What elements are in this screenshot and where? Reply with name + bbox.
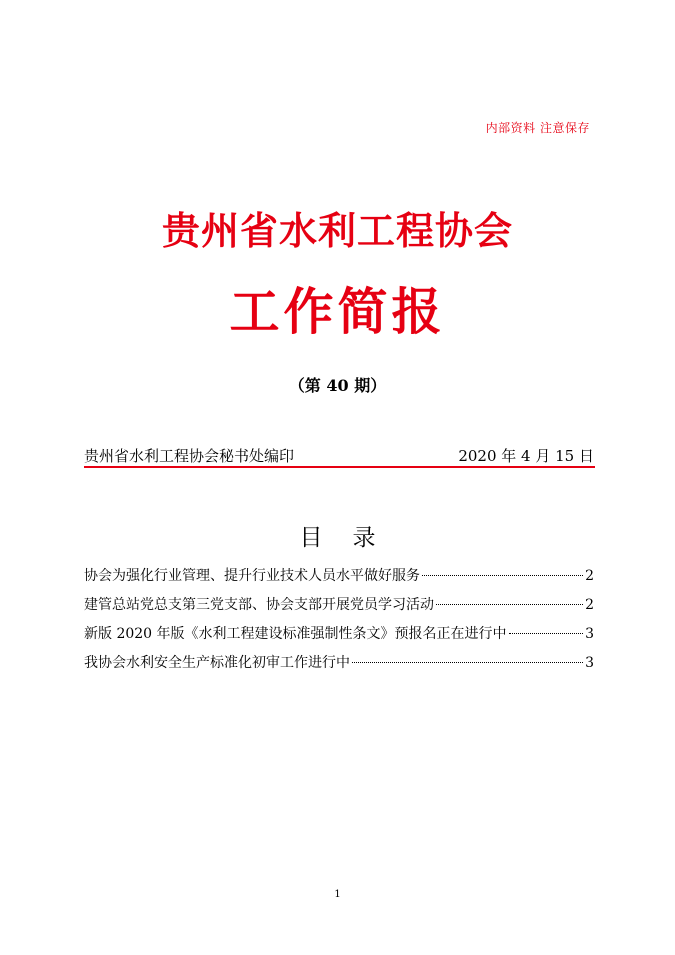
issue-number: （第 40 期） [288, 376, 387, 395]
toc-leader-dots [436, 604, 583, 605]
toc-item-title: 我协会水利安全生产标准化初审工作进行中 [84, 655, 350, 671]
toc-item[interactable] [84, 653, 594, 682]
toc-item-title: 建管总站党总支第三党支部、协会支部开展党员学习活动 [84, 597, 434, 613]
confidential-note: 内部资料 注意保存 [485, 121, 590, 135]
issuer-name: 贵州省水利工程协会秘书处编印 [84, 447, 295, 465]
toc-leader-dots [422, 575, 583, 576]
toc-leader-dots [509, 633, 584, 634]
organization-title: 贵州省水利工程协会 [161, 208, 513, 253]
toc-item-title: 新版 2020 年版《水利工程建设标准强制性条文》预报名正在进行中 [84, 626, 507, 642]
toc-item-page: 2 [585, 568, 594, 584]
toc-item-page: 2 [585, 597, 594, 613]
toc-leader-dots [352, 662, 583, 663]
red-divider [84, 466, 595, 468]
toc-item-page: 3 [585, 626, 594, 642]
publication-title: 工作简报 [229, 282, 446, 341]
table-of-contents [84, 566, 594, 682]
issue-date: 2020 年 4 月 15 日 [458, 447, 594, 465]
toc-item[interactable] [84, 566, 594, 595]
toc-item[interactable] [84, 595, 594, 624]
toc-heading: 目录 [299, 525, 406, 551]
issuer-row [84, 445, 594, 466]
toc-item-title: 协会为强化行业管理、提升行业技术人员水平做好服务 [84, 568, 420, 584]
page-number: 1 [334, 889, 341, 900]
toc-item[interactable] [84, 624, 594, 653]
toc-item-page: 3 [585, 655, 594, 671]
